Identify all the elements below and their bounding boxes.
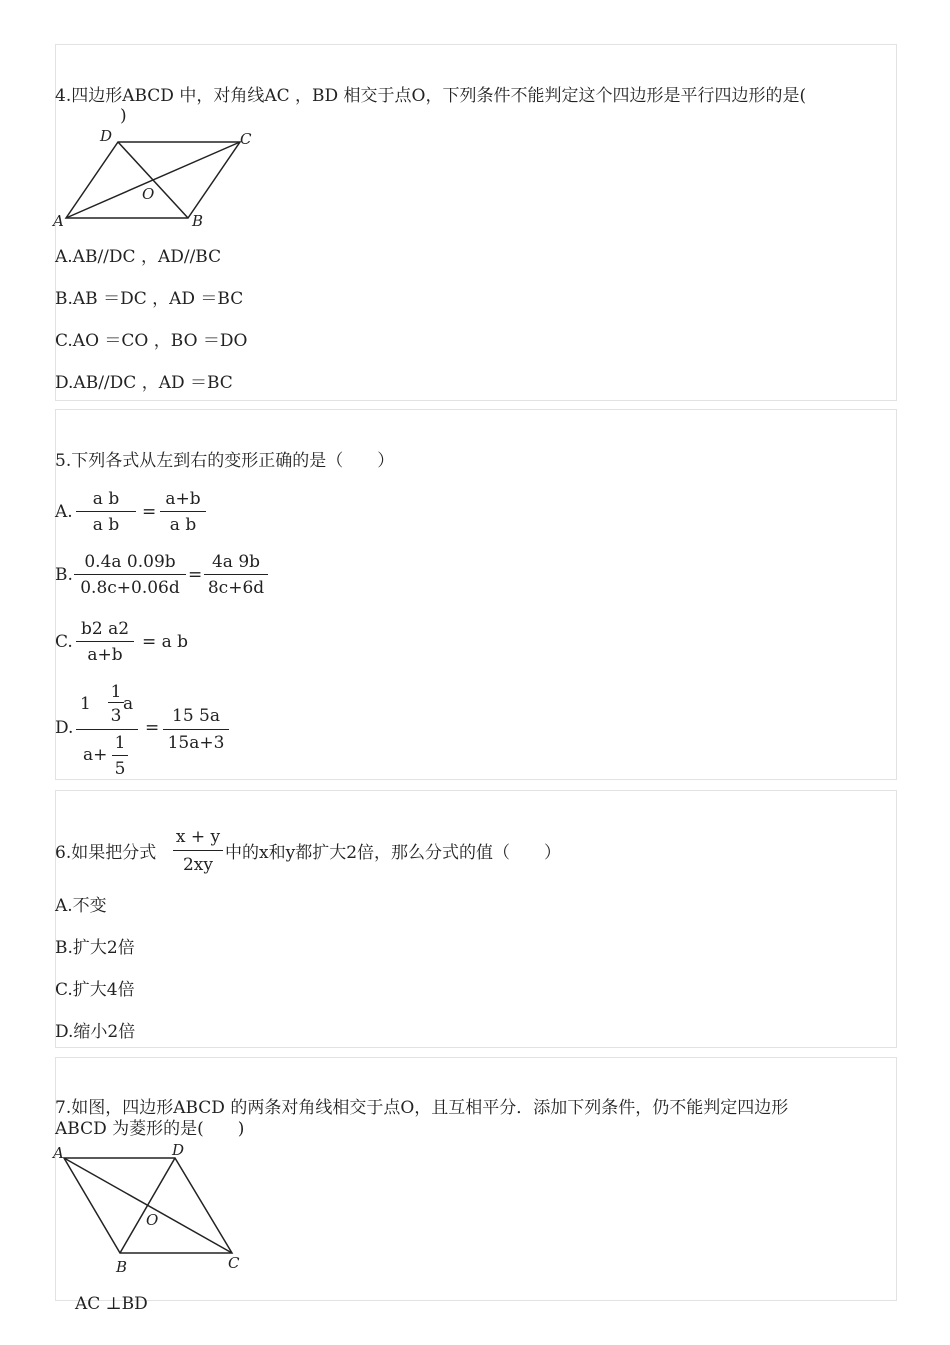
q5-option-a-label: A. <box>55 502 73 522</box>
q5-b-equals: = <box>188 565 203 585</box>
q5-option-b-label: B. <box>55 565 73 585</box>
q5-a-fraction-bar <box>76 511 136 512</box>
q7-stem-line-2: ABCD 为菱形的是( ) <box>55 1119 245 1139</box>
q6-fraction-numerator: x + y <box>175 827 221 847</box>
q5-d-denominator-inner-top: 1 <box>114 733 126 753</box>
q7-label-a: A <box>53 1144 64 1162</box>
q5-b-right-fraction-bar <box>204 574 268 575</box>
q6-fraction-bar <box>173 850 223 851</box>
q4-parallelogram-figure <box>50 126 260 230</box>
q5-b-denominator: 0.8c+0.06d <box>80 578 180 598</box>
q5-d-numerator-inner-top: 1 <box>110 682 122 702</box>
q4-stem-close: ) <box>120 106 127 126</box>
q6-option-d: D.缩小2倍 <box>55 1022 136 1042</box>
q5-a-denominator: a b <box>92 515 120 535</box>
q4-label-a: A <box>53 212 64 230</box>
q5-d-numerator-inner-bottom: 3 <box>110 706 122 726</box>
q5-d-right-numerator: 15 5a <box>172 706 220 726</box>
q5-d-main-fraction-bar <box>76 729 138 730</box>
q4-label-c: C <box>240 130 252 148</box>
q4-option-a: A.AB//DC ，AD//BC <box>55 247 222 267</box>
q5-d-equals: = <box>145 718 160 738</box>
q5-a-right-fraction-bar <box>160 511 206 512</box>
q4-option-d: D.AB//DC ，AD ＝BC <box>55 373 233 393</box>
q6-stem-prefix: 6.如果把分式 <box>55 843 157 863</box>
q7-rhombus-figure <box>50 1140 250 1275</box>
q6-option-b: B.扩大2倍 <box>55 938 135 958</box>
q5-b-numerator: 0.4a 0.09b <box>84 552 176 572</box>
q5-stem: 5.下列各式从左到右的变形正确的是（ ） <box>55 451 395 471</box>
q5-d-denominator-inner-bottom: 5 <box>114 759 126 779</box>
q5-c-numerator: b2 a2 <box>80 619 130 639</box>
q6-fraction-denominator: 2xy <box>182 855 213 875</box>
q6-option-a: A.不变 <box>55 896 107 916</box>
q6-option-c: C.扩大4倍 <box>55 980 135 1000</box>
q5-d-numerator-inner-bar <box>108 702 124 703</box>
q5-d-denominator-inner-bar <box>112 755 128 756</box>
q5-d-denominator-left: a+ <box>83 745 108 765</box>
q7-label-b: B <box>116 1258 128 1275</box>
q5-a-numerator: a b <box>92 489 120 509</box>
q5-b-fraction-bar <box>74 574 186 575</box>
q7-label-c: C <box>228 1254 240 1272</box>
q5-d-numerator-whole: 1 <box>80 694 91 714</box>
q4-stem: 4.四边形ABCD 中，对角线AC ，BD 相交于点O，下列条件不能判定这个四边形是平行四边形的是( <box>55 86 807 106</box>
q5-option-c-label: C. <box>55 632 73 652</box>
q5-d-right-fraction-bar <box>163 729 229 730</box>
q7-label-d: D <box>172 1141 185 1159</box>
q4-label-b: B <box>192 212 204 230</box>
q5-option-d-label: D. <box>55 718 74 738</box>
q4-option-c: C.AO ＝CO ，BO ＝DO <box>55 331 248 351</box>
q5-c-fraction-bar <box>76 641 134 642</box>
q5-a-right-numerator: a+b <box>165 489 201 509</box>
q7-label-o: O <box>146 1211 159 1229</box>
q5-a-equals: = <box>142 502 157 522</box>
q5-a-right-denominator: a b <box>169 515 197 535</box>
q4-option-b: B.AB ＝DC ，AD ＝BC <box>55 289 244 309</box>
q5-b-right-numerator: 4a 9b <box>211 552 261 572</box>
q5-b-right-denominator: 8c+6d <box>207 578 265 598</box>
q5-c-right-side: = a b <box>142 632 189 652</box>
q4-label-o: O <box>142 185 155 203</box>
q7-option-partial: AC ⊥BD <box>75 1294 148 1314</box>
q5-d-numerator-variable: a <box>123 694 134 714</box>
q4-label-d: D <box>100 127 113 145</box>
q5-c-denominator: a+b <box>87 645 123 665</box>
q6-stem-suffix: 中的x和y都扩大2倍，那么分式的值（ ） <box>225 843 562 863</box>
q5-d-right-denominator: 15a+3 <box>167 733 225 753</box>
q7-stem-line-1: 7.如图，四边形ABCD 的两条对角线相交于点O，且互相平分．添加下列条件，仍不能判定四边形 <box>55 1098 789 1118</box>
